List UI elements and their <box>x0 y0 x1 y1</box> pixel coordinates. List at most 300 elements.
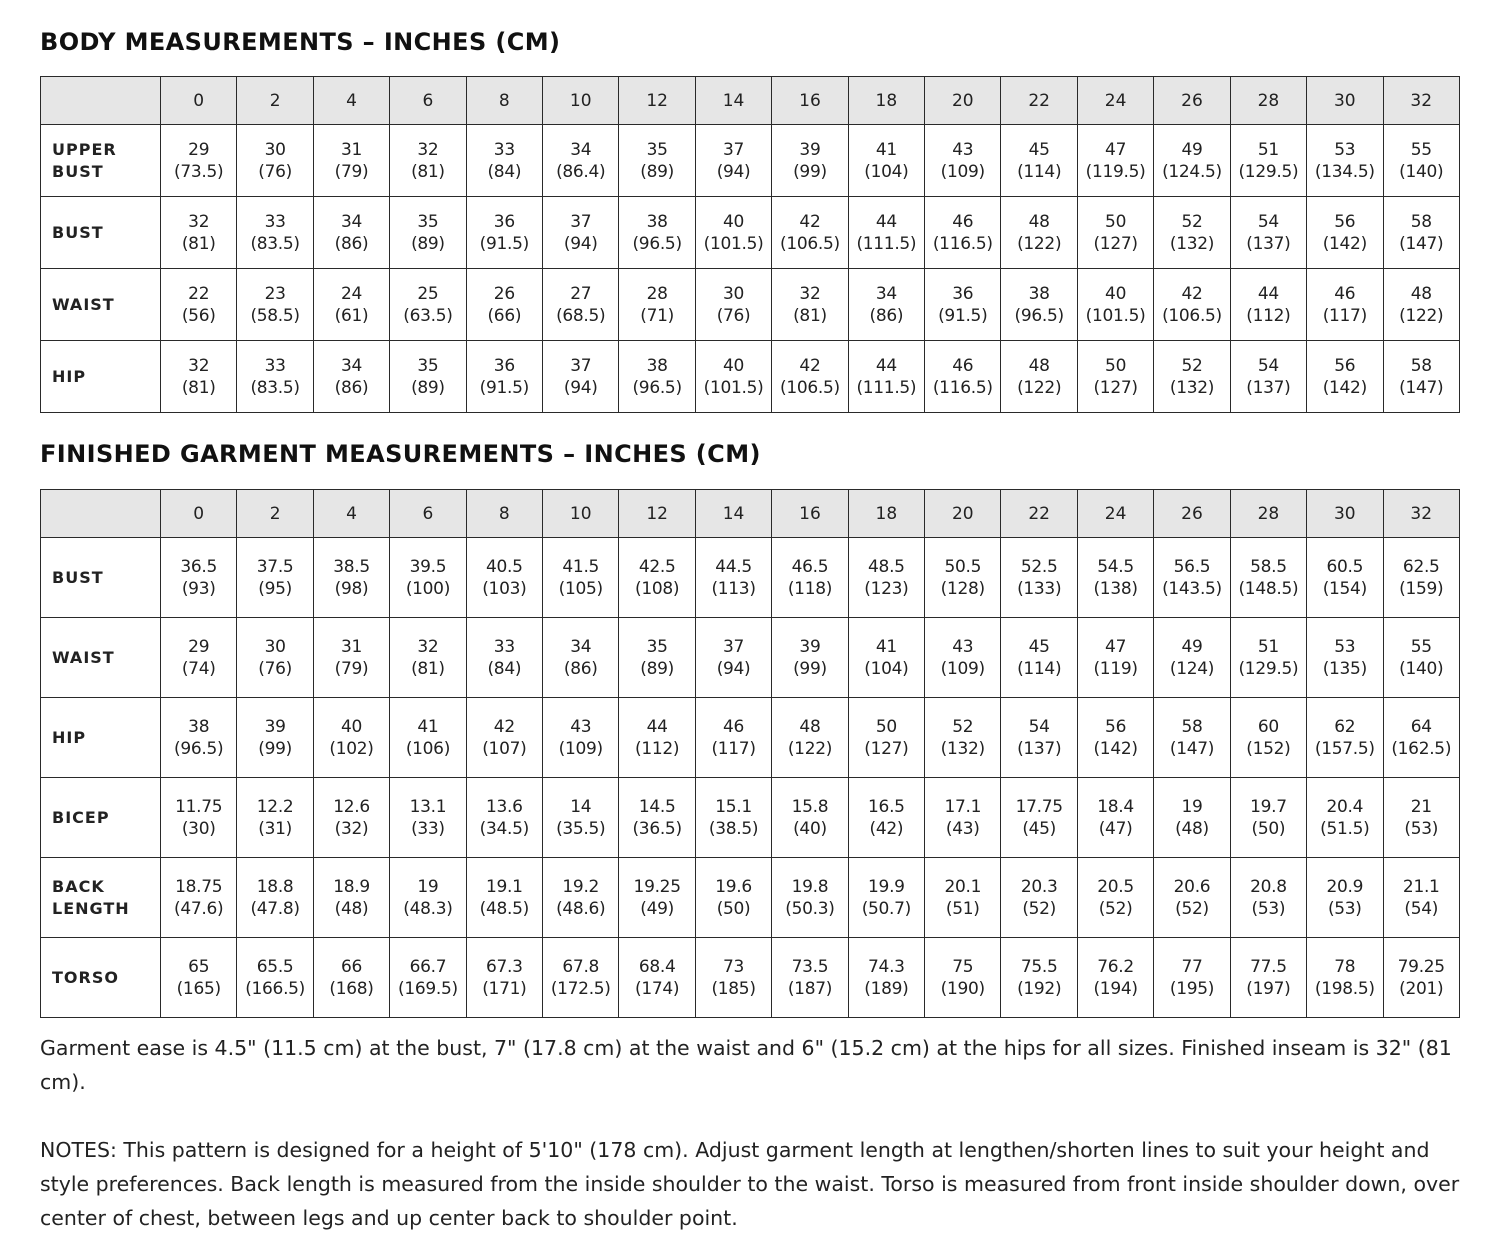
inches-value: 18.4 <box>1097 796 1134 817</box>
inches-value: 32 <box>188 355 210 376</box>
measurement-cell <box>1001 858 1077 938</box>
cm-value: (76) <box>716 305 751 326</box>
measurement-cell <box>1001 538 1077 618</box>
size-header-cell: 32 <box>1383 490 1460 538</box>
measurement-cell <box>313 538 389 618</box>
measurement-row <box>41 269 1460 341</box>
inches-value: 20.9 <box>1326 876 1364 897</box>
measurement-cell <box>695 538 771 618</box>
cm-value: (86) <box>334 233 369 254</box>
measurement-cell <box>543 778 619 858</box>
measurement-cell <box>543 269 619 341</box>
measurement-cell <box>619 269 695 341</box>
cm-value: (56) <box>181 305 216 326</box>
inches-value: 33 <box>493 139 515 160</box>
size-header-cell: 16 <box>772 490 848 538</box>
measurement-cell <box>313 938 389 1018</box>
measurement-cell <box>695 778 771 858</box>
measurement-cell <box>1307 778 1383 858</box>
measurement-cell <box>390 269 466 341</box>
measurement-cell <box>1383 197 1460 269</box>
measurement-cell <box>1383 341 1460 413</box>
measurement-cell <box>237 197 313 269</box>
cm-value: (106.5) <box>780 377 840 398</box>
row-label: TORSO <box>41 938 161 1018</box>
inches-value: 62 <box>1334 716 1356 737</box>
inches-value: 28 <box>646 283 668 304</box>
measurement-cell <box>772 938 848 1018</box>
cm-value: (94) <box>716 658 751 679</box>
measurement-cell <box>772 618 848 698</box>
size-header-cell: 14 <box>695 490 771 538</box>
cm-value: (50.7) <box>861 898 912 919</box>
inches-value: 54 <box>1257 355 1279 376</box>
inches-value: 11.75 <box>175 796 223 817</box>
measurement-cell <box>1154 125 1230 197</box>
inches-value: 32 <box>188 211 210 232</box>
measurement-cell <box>1001 698 1077 778</box>
measurement-cell <box>619 618 695 698</box>
measurement-cell <box>848 538 924 618</box>
inches-value: 21 <box>1410 796 1432 817</box>
inches-value: 46 <box>1334 283 1356 304</box>
measurement-cell <box>1307 197 1383 269</box>
cm-value: (124.5) <box>1162 161 1222 182</box>
size-header-cell: 8 <box>466 77 542 125</box>
cm-value: (89) <box>411 233 445 254</box>
inches-value: 44 <box>646 716 668 737</box>
cm-value: (135) <box>1322 658 1367 679</box>
measurement-cell <box>925 538 1001 618</box>
cm-value: (61) <box>334 305 369 326</box>
measurement-cell <box>237 858 313 938</box>
inches-value: 52 <box>1181 355 1203 376</box>
inches-value: 77.5 <box>1250 956 1287 977</box>
measurement-cell <box>543 538 619 618</box>
measurement-cell <box>925 269 1001 341</box>
cm-value: (79) <box>334 658 369 679</box>
size-header-cell: 22 <box>1001 490 1077 538</box>
inches-value: 39 <box>264 716 286 737</box>
cm-value: (49) <box>640 898 674 919</box>
cm-value: (48) <box>1175 818 1209 839</box>
size-header-row <box>41 490 1460 538</box>
cm-value: (54) <box>1404 898 1439 919</box>
cm-value: (190) <box>940 978 985 999</box>
cm-value: (106.5) <box>780 233 840 254</box>
inches-value: 37.5 <box>256 556 294 577</box>
cm-value: (81) <box>411 161 445 182</box>
size-header-cell: 18 <box>848 490 924 538</box>
cm-value: (83.5) <box>250 377 300 398</box>
cm-value: (111.5) <box>856 377 917 398</box>
cm-value: (140) <box>1399 161 1444 182</box>
size-header-cell: 10 <box>543 490 619 538</box>
inches-value: 54 <box>1028 716 1050 737</box>
inches-value: 18.9 <box>333 876 370 897</box>
inches-value: 42 <box>799 355 821 376</box>
inches-value: 76.2 <box>1097 956 1134 977</box>
measurement-row <box>41 778 1460 858</box>
measurement-cell <box>1307 269 1383 341</box>
inches-value: 33 <box>493 636 515 657</box>
measurement-cell <box>848 341 924 413</box>
measurement-cell <box>772 858 848 938</box>
measurement-cell <box>1154 938 1230 1018</box>
cm-value: (79) <box>334 161 369 182</box>
measurement-cell <box>390 938 466 1018</box>
measurement-cell <box>1154 778 1230 858</box>
row-label: WAIST <box>41 269 161 341</box>
cm-value: (45) <box>1022 818 1057 839</box>
measurement-cell <box>848 698 924 778</box>
inches-value: 40.5 <box>486 556 523 577</box>
inches-value: 22 <box>188 283 210 304</box>
inches-value: 37 <box>723 139 745 160</box>
cm-value: (51.5) <box>1320 818 1370 839</box>
measurement-cell <box>619 778 695 858</box>
measurement-cell <box>619 938 695 1018</box>
measurement-cell <box>1307 538 1383 618</box>
measurement-cell <box>543 341 619 413</box>
inches-value: 42 <box>493 716 515 737</box>
cm-value: (101.5) <box>703 233 764 254</box>
cm-value: (159) <box>1399 578 1444 599</box>
cm-value: (32) <box>334 818 369 839</box>
cm-value: (106.5) <box>1162 305 1222 326</box>
measurement-cell <box>390 341 466 413</box>
measurement-cell <box>1077 778 1153 858</box>
cm-value: (50.3) <box>785 898 835 919</box>
inches-value: 19 <box>1181 796 1203 817</box>
garment-measurements-table <box>40 489 1460 1018</box>
inches-value: 31 <box>340 139 363 160</box>
cm-value: (165) <box>176 978 221 999</box>
measurement-cell <box>543 197 619 269</box>
inches-value: 19.25 <box>633 876 681 897</box>
measurement-cell <box>237 618 313 698</box>
cm-value: (142) <box>1322 377 1367 398</box>
inches-value: 12.2 <box>256 796 294 817</box>
cm-value: (118) <box>787 578 833 599</box>
measurement-cell <box>1307 858 1383 938</box>
cm-value: (48.5) <box>479 898 529 919</box>
inches-value: 32 <box>417 139 439 160</box>
measurement-cell <box>1077 125 1153 197</box>
inches-value: 20.3 <box>1020 876 1058 897</box>
measurement-cell <box>1077 938 1153 1018</box>
cm-value: (73.5) <box>174 161 224 182</box>
inches-value: 15.8 <box>791 796 829 817</box>
inches-value: 19.7 <box>1250 796 1287 817</box>
garment-measurements-title: FINISHED GARMENT MEASUREMENTS – INCHES (CM) <box>40 440 761 468</box>
size-header-cell: 0 <box>161 77 237 125</box>
body-measurements-table <box>40 76 1460 413</box>
inches-value: 17.75 <box>1015 796 1063 817</box>
measurement-cell <box>237 698 313 778</box>
inches-value: 41 <box>417 716 439 737</box>
cm-value: (114) <box>1017 658 1062 679</box>
measurement-cell <box>543 698 619 778</box>
measurement-cell <box>1230 618 1306 698</box>
inches-value: 58 <box>1410 211 1432 232</box>
cm-value: (86) <box>334 377 369 398</box>
measurement-cell <box>161 938 237 1018</box>
cm-value: (53) <box>1404 818 1439 839</box>
row-label: HIP <box>41 698 161 778</box>
cm-value: (47.8) <box>250 898 300 919</box>
inches-value: 21.1 <box>1402 876 1440 897</box>
cm-value: (101.5) <box>703 377 764 398</box>
inches-value: 30 <box>264 139 286 160</box>
size-header-cell: 32 <box>1383 77 1460 125</box>
cm-value: (104) <box>864 658 909 679</box>
header-corner-cell <box>41 490 161 538</box>
inches-value: 15.1 <box>715 796 752 817</box>
cm-value: (194) <box>1093 978 1138 999</box>
cm-value: (58.5) <box>250 305 300 326</box>
cm-value: (132) <box>1169 377 1215 398</box>
cm-value: (142) <box>1093 738 1138 759</box>
cm-value: (109) <box>940 161 985 182</box>
measurement-cell <box>1383 938 1460 1018</box>
inches-value: 40 <box>723 211 745 232</box>
measurement-cell <box>313 197 389 269</box>
inches-value: 36 <box>493 211 515 232</box>
pattern-notes: NOTES: This pattern is designed for a height of 5'10" (178 cm). Adjust garment length at lengthen/shorten lines to suit your height and style preferences. Back length is measured from the inside shoulder to the waist. Torso is measured from front inside shoulder down, over center of chest, between legs and up center back to shoulder point. <box>40 1138 1460 1230</box>
measurement-cell <box>466 698 542 778</box>
measurement-cell <box>925 618 1001 698</box>
inches-value: 43 <box>570 716 592 737</box>
cm-value: (38.5) <box>708 818 759 839</box>
inches-value: 38 <box>646 355 668 376</box>
row-label: WAIST <box>41 618 161 698</box>
cm-value: (91.5) <box>938 305 988 326</box>
inches-value: 49 <box>1181 636 1203 657</box>
cm-value: (76) <box>258 161 292 182</box>
measurement-cell <box>466 197 542 269</box>
cm-value: (107) <box>482 738 527 759</box>
measurement-cell <box>1383 858 1460 938</box>
cm-value: (48.6) <box>556 898 606 919</box>
inches-value: 30 <box>264 636 286 657</box>
inches-value: 47 <box>1105 636 1127 657</box>
inches-value: 26 <box>493 283 515 304</box>
measurement-cell <box>466 938 542 1018</box>
cm-value: (122) <box>787 738 833 759</box>
measurement-row <box>41 197 1460 269</box>
inches-value: 55 <box>1410 636 1432 657</box>
inches-value: 77 <box>1181 956 1203 977</box>
measurement-row <box>41 618 1460 698</box>
measurement-cell <box>1307 125 1383 197</box>
header-corner-cell <box>41 77 161 125</box>
measurement-cell <box>466 538 542 618</box>
cm-value: (122) <box>1017 377 1062 398</box>
inches-value: 75.5 <box>1020 956 1058 977</box>
inches-value: 34 <box>875 283 897 304</box>
inches-value: 66.7 <box>409 956 447 977</box>
cm-value: (140) <box>1399 658 1444 679</box>
inches-value: 73.5 <box>791 956 829 977</box>
measurement-cell <box>161 778 237 858</box>
size-header-cell: 10 <box>543 77 619 125</box>
measurement-cell <box>1154 197 1230 269</box>
inches-value: 35 <box>646 636 668 657</box>
measurement-cell <box>1154 698 1230 778</box>
measurement-cell <box>1383 618 1460 698</box>
measurement-cell <box>1154 618 1230 698</box>
measurement-cell <box>161 125 237 197</box>
cm-value: (101.5) <box>1085 305 1146 326</box>
cm-value: (99) <box>258 738 292 759</box>
inches-value: 30 <box>723 283 745 304</box>
measurement-cell <box>1230 938 1306 1018</box>
inches-value: 42 <box>799 211 821 232</box>
inches-value: 43 <box>952 636 974 657</box>
inches-value: 14.5 <box>638 796 676 817</box>
cm-value: (83.5) <box>250 233 300 254</box>
measurement-cell <box>237 938 313 1018</box>
inches-value: 19.1 <box>486 876 523 897</box>
inches-value: 18.75 <box>175 876 223 897</box>
measurement-cell <box>772 341 848 413</box>
cm-value: (89) <box>411 377 445 398</box>
measurement-cell <box>695 938 771 1018</box>
size-header-cell: 24 <box>1077 77 1153 125</box>
measurement-cell <box>925 858 1001 938</box>
measurement-cell <box>161 538 237 618</box>
cm-value: (53) <box>1251 898 1286 919</box>
cm-value: (174) <box>635 978 680 999</box>
inches-value: 34 <box>570 636 592 657</box>
cm-value: (187) <box>787 978 833 999</box>
measurement-cell <box>313 269 389 341</box>
measurement-cell <box>1307 698 1383 778</box>
inches-value: 67.8 <box>562 956 600 977</box>
measurement-cell <box>1077 341 1153 413</box>
cm-value: (51) <box>945 898 980 919</box>
cm-value: (129.5) <box>1238 161 1299 182</box>
cm-value: (53) <box>1327 898 1362 919</box>
measurement-cell <box>161 197 237 269</box>
inches-value: 46.5 <box>791 556 829 577</box>
measurement-cell <box>1230 341 1306 413</box>
cm-value: (122) <box>1017 233 1062 254</box>
cm-value: (95) <box>258 578 292 599</box>
inches-value: 19.2 <box>562 876 600 897</box>
inches-value: 38.5 <box>333 556 370 577</box>
inches-value: 74.3 <box>868 956 905 977</box>
cm-value: (100) <box>405 578 451 599</box>
inches-value: 38 <box>1028 283 1050 304</box>
cm-value: (168) <box>329 978 374 999</box>
size-header-cell: 2 <box>237 77 313 125</box>
inches-value: 56 <box>1105 716 1127 737</box>
cm-value: (119.5) <box>1085 161 1146 182</box>
cm-value: (172.5) <box>550 978 611 999</box>
measurement-cell <box>1383 125 1460 197</box>
measurement-cell <box>1001 125 1077 197</box>
measurement-cell <box>390 858 466 938</box>
measurement-cell <box>543 618 619 698</box>
inches-value: 45 <box>1028 636 1050 657</box>
inches-value: 35 <box>417 211 439 232</box>
measurement-cell <box>390 538 466 618</box>
cm-value: (94) <box>563 377 598 398</box>
measurement-cell <box>1230 125 1306 197</box>
cm-value: (52) <box>1175 898 1209 919</box>
cm-value: (50) <box>1251 818 1286 839</box>
cm-value: (137) <box>1246 233 1291 254</box>
cm-value: (192) <box>1017 978 1062 999</box>
inches-value: 56.5 <box>1173 556 1211 577</box>
measurement-cell <box>925 125 1001 197</box>
cm-value: (148.5) <box>1238 578 1299 599</box>
cm-value: (171) <box>482 978 527 999</box>
size-header-cell: 28 <box>1230 490 1306 538</box>
cm-value: (127) <box>1093 233 1138 254</box>
measurement-cell <box>390 778 466 858</box>
size-header-cell: 18 <box>848 77 924 125</box>
cm-value: (99) <box>793 658 827 679</box>
size-header-cell: 4 <box>313 77 389 125</box>
measurement-cell <box>848 618 924 698</box>
inches-value: 32 <box>799 283 821 304</box>
cm-value: (76) <box>258 658 292 679</box>
measurement-cell <box>543 125 619 197</box>
cm-value: (123) <box>864 578 909 599</box>
inches-value: 40 <box>1105 283 1127 304</box>
inches-value: 67.3 <box>486 956 523 977</box>
inches-value: 58 <box>1410 355 1432 376</box>
inches-value: 35 <box>417 355 439 376</box>
measurement-cell <box>695 698 771 778</box>
row-label: BICEP <box>41 778 161 858</box>
inches-value: 24 <box>340 283 363 304</box>
cm-value: (94) <box>563 233 598 254</box>
cm-value: (198.5) <box>1314 978 1375 999</box>
measurement-cell <box>619 197 695 269</box>
inches-value: 25 <box>417 283 439 304</box>
inches-value: 45 <box>1028 139 1050 160</box>
cm-value: (35.5) <box>556 818 606 839</box>
measurement-row <box>41 938 1460 1018</box>
measurement-cell <box>390 125 466 197</box>
measurement-cell <box>161 341 237 413</box>
size-header-cell: 24 <box>1077 490 1153 538</box>
measurement-cell <box>772 269 848 341</box>
inches-value: 54 <box>1257 211 1279 232</box>
inches-value: 78 <box>1334 956 1356 977</box>
size-header-cell: 6 <box>390 77 466 125</box>
cm-value: (40) <box>793 818 827 839</box>
measurement-cell <box>619 341 695 413</box>
inches-value: 20.5 <box>1097 876 1134 897</box>
inches-value: 19.6 <box>715 876 752 897</box>
body-measurements-title: BODY MEASUREMENTS – INCHES (CM) <box>40 28 561 56</box>
inches-value: 60.5 <box>1326 556 1364 577</box>
measurement-row <box>41 698 1460 778</box>
measurement-cell <box>1001 197 1077 269</box>
measurement-cell <box>161 698 237 778</box>
measurement-cell <box>619 538 695 618</box>
cm-value: (122) <box>1399 305 1444 326</box>
cm-value: (66) <box>487 305 522 326</box>
inches-value: 36 <box>493 355 515 376</box>
cm-value: (154) <box>1322 578 1367 599</box>
measurement-cell <box>1001 938 1077 1018</box>
